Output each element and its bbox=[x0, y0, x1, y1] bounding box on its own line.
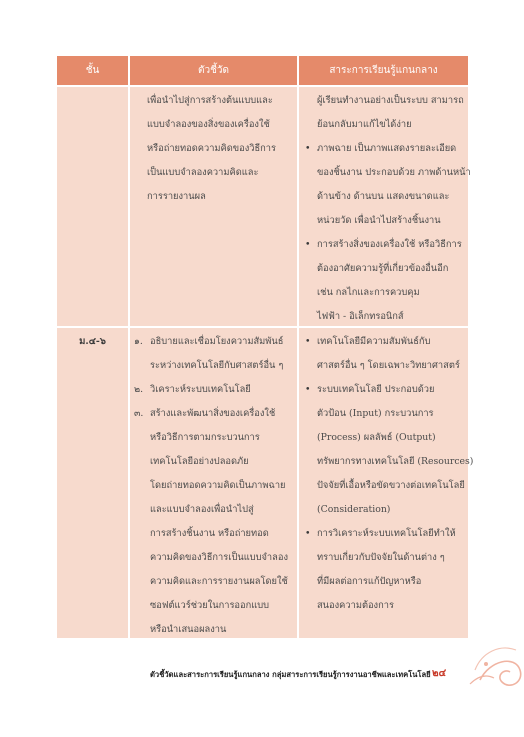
content-bullet: • การวิเคราะห์ระบบเทคโนโลยีทำให้ bbox=[305, 522, 473, 546]
content-line: ที่มีผลต่อการแก้ปัญหาหรือ bbox=[317, 576, 422, 587]
content-bullet: • ภาพฉาย เป็นภาพแสดงรายละเอียด bbox=[305, 137, 471, 161]
page-footer: ตัวชี้วัดและสาระการเรียนรู้แกนกลาง กลุ่มสาระการเรียนรู้การงานอาชีพและเทคโนโลยี bbox=[150, 670, 431, 679]
indicator-line: การสร้างชิ้นงาน หรือถ่ายทอด bbox=[150, 528, 269, 539]
content-bullet: • การสร้างสิ่งของเครื่องใช้ หรือวิธีการ bbox=[305, 233, 471, 257]
header-indicator: ตัวชี้วัด bbox=[197, 65, 229, 76]
indicator-item: ๓. สร้างและพัฒนาสิ่งของเครื่องใช้ bbox=[134, 408, 276, 419]
indicator-line: หรือถ่ายทอดความคิดของวิธีการ bbox=[147, 143, 277, 154]
bullet-icon: • bbox=[305, 239, 311, 250]
indicator-item: ๑. อธิบายและเชื่อมโยงความสัมพันธ์ bbox=[134, 336, 284, 347]
content-line: ย้อนกลับมาแก้ไขได้ง่าย bbox=[317, 119, 412, 130]
indicator-line: ซอฟต์แวร์ช่วยในการออกแบบ bbox=[150, 600, 270, 611]
indicator-line: การรายงานผล bbox=[147, 191, 206, 202]
indicator-line: เป็นแบบจำลองความคิดและ bbox=[147, 167, 259, 178]
content-line: ของชิ้นงาน ประกอบด้วย ภาพด้านหน้า bbox=[317, 167, 471, 178]
row1-content-cell bbox=[305, 89, 471, 329]
bullet-icon: • bbox=[305, 528, 311, 539]
content-line: หน่วยวัด เพื่อนำไปสร้างชิ้นงาน bbox=[317, 215, 441, 226]
indicator-line: โดยถ่ายทอดความคิดเป็นภาพฉาย bbox=[150, 480, 286, 491]
content-line: ปัจจัยที่เอื้อหรือขัดขวางต่อเทคโนโลยี bbox=[317, 480, 465, 491]
content-line: ด้านข้าง ด้านบน แสดงขนาดและ bbox=[317, 191, 450, 202]
row2-content-cell bbox=[305, 330, 473, 618]
grade-label: ม.๔-๖ bbox=[79, 336, 106, 347]
column-divider bbox=[128, 56, 130, 638]
content-line: ศาสตร์อื่น ๆ โดยเฉพาะวิทยาศาสตร์ bbox=[317, 360, 460, 371]
content-line: สนองความต้องการ bbox=[317, 600, 394, 611]
indicator-line: ระหว่างเทคโนโลยีกับศาสตร์อื่น ๆ bbox=[150, 360, 284, 371]
row-divider bbox=[57, 85, 468, 87]
content-line: (Consideration) bbox=[317, 504, 391, 515]
content-line: ตัวป้อน (Input) กระบวนการ bbox=[317, 408, 434, 419]
indicator-line: เพื่อนำไปสู่การสร้างต้นแบบและ bbox=[147, 95, 273, 106]
indicator-line: หรือวิธีการตามกระบวนการ bbox=[150, 432, 260, 443]
content-line: ต้องอาศัยความรู้ที่เกี่ยวข้องอื่นอีก bbox=[317, 263, 449, 274]
header-content: สาระการเรียนรู้แกนกลาง bbox=[329, 65, 438, 76]
content-line: เช่น กลไกและการควบคุม bbox=[317, 287, 420, 298]
indicator-item: ๒. วิเคราะห์ระบบเทคโนโลยี bbox=[134, 384, 251, 395]
indicator-line: แบบจำลองของสิ่งของเครื่องใช้ bbox=[147, 119, 270, 130]
content-line: ทรัพยากรทางเทคโนโลยี (Resources) bbox=[317, 456, 474, 467]
content-bullet: • เทคโนโลยีมีความสัมพันธ์กับ bbox=[305, 330, 473, 354]
indicator-line: ความคิดและการรายงานผลโดยใช้ bbox=[150, 576, 288, 587]
indicator-line: เทคโนโลยีอย่างปลอดภัย bbox=[150, 456, 249, 467]
page-number: ๒๔ bbox=[432, 668, 447, 679]
indicator-line: ความคิดของวิธีการเป็นแบบจำลอง bbox=[150, 552, 288, 563]
bullet-icon: • bbox=[305, 384, 311, 395]
bullet-icon: • bbox=[305, 143, 311, 154]
content-line: ผู้เรียนทำงานอย่างเป็นระบบ สามารถ bbox=[317, 95, 464, 106]
curriculum-table bbox=[57, 56, 474, 638]
content-line: (Process) ผลลัพธ์ (Output) bbox=[317, 432, 436, 443]
header-grade: ชั้น bbox=[85, 65, 100, 76]
content-bullet: • ระบบเทคโนโลยี ประกอบด้วย bbox=[305, 378, 473, 402]
content-line: ไฟฟ้า - อิเล็กทรอนิกส์ bbox=[317, 311, 404, 322]
content-line: ทราบเกี่ยวกับปัจจัยในด้านต่าง ๆ bbox=[317, 552, 445, 563]
column-divider bbox=[297, 56, 299, 638]
bullet-icon: • bbox=[305, 336, 311, 347]
indicator-line: และแบบจำลองเพื่อนำไปสู่ bbox=[150, 504, 254, 515]
table-header bbox=[57, 56, 468, 85]
row1-indicator-cell bbox=[147, 89, 276, 209]
row2-indicator-cell bbox=[134, 330, 288, 642]
indicator-line: หรือนำเสนอผลงาน bbox=[150, 624, 227, 635]
